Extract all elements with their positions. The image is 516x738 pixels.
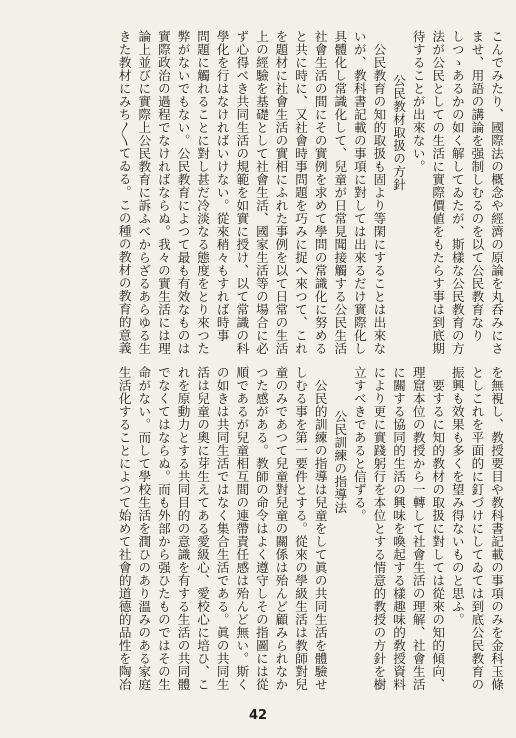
text-line: いが、教科書記載の事項に對しては出來るだけ實際化し xyxy=(351,30,367,355)
text-line: 振興も效果も多くを望み得ないものと思ふ。 xyxy=(449,366,465,626)
text-line: 問題に觸れることに對し甚だ冷淡なる態度をとり來つた xyxy=(195,30,211,355)
section-heading: 公民訓練の指導法 xyxy=(332,410,348,515)
text-line: を無視し、教授要目や教科書記載の事項のみを金科玉條 xyxy=(489,366,504,691)
text-line: 公民教育の知的取扱も固より等閑にすることは出來な xyxy=(371,42,387,355)
text-line: 生活化することによつて始めて社會的道德的品性を陶冶 xyxy=(116,366,132,691)
upper-text-block xyxy=(10,30,506,380)
text-line: 弊がないでもない。公民教育によつて最も有效なものは xyxy=(175,30,191,355)
text-line: 上の經驗を基礎として社會生活、國家生活等の場合に必 xyxy=(253,30,269,355)
text-line: しつゝあるかの如く解してゐたが、斯樣な公民教育の方 xyxy=(449,30,465,355)
text-line: 待することが出來ない。 xyxy=(410,30,426,173)
lower-text-block xyxy=(10,366,506,691)
text-line: を題材に社會生活の實相にふれた事例を以て日常の生活 xyxy=(273,30,289,355)
text-line: つた感がある。教師の命令はよく遵守しその指圖には從 xyxy=(253,366,269,691)
text-line: 要するに知的教材の取扱に對しては從來の知的傾向、 xyxy=(430,378,446,691)
text-line: でなくてはならぬ。而も外部から强ひたものではその生 xyxy=(155,366,171,691)
text-line: 論上並びに實際上公民教育に訴ふべからざるあらゆる生 xyxy=(136,30,152,355)
text-line: 立すべきであると信ずる。 xyxy=(351,366,367,522)
text-line: きた教材にみち〳〵てゐる。この種の教材の教育的意義 xyxy=(116,30,132,355)
text-line: と共に時に、又社會時事問題を巧みに捉へ來つて、これ xyxy=(293,30,309,355)
text-line: 實際政治の過程でなければならぬ。我々の實生活には理 xyxy=(155,30,171,355)
page-number: 42 xyxy=(248,708,268,723)
text-line: れを原動力とする共同目的の意識を有する生活の共同體 xyxy=(175,366,191,691)
section-heading: 公民教材取扱の方針 xyxy=(391,74,407,192)
text-line: 法が公民としての生活に實際價値をもたらす事は到底期 xyxy=(430,30,446,355)
text-line: 童のみであつて兒童對兒童の關係は殆んど顧みられなか xyxy=(273,366,289,691)
text-line: 具體化し常識化して、兒童が日常見聞接觸する公民生活 xyxy=(332,30,348,355)
text-line: ず心得べき共同生活の規範を如實に授け、以て常識の科 xyxy=(234,30,250,355)
text-line: しむる事を第一要件とする。從來の學級生活は教師對兒 xyxy=(293,366,309,691)
text-line: 公民的訓練の指導は兒童をして眞の共同生活を體驗せ xyxy=(312,378,328,691)
text-line: こんでみたり、國際法の概念や經濟の原論を丸呑みにさ xyxy=(489,30,504,355)
text-line: 理窟本位の教授から一轉して社會生活の理解、社會生活 xyxy=(410,366,426,691)
text-line: 學化を行はなければいけない。從來稍々もすれば時事 xyxy=(214,30,230,342)
text-line: の如きは共同生活ではなく集合生活である。眞の共同生 xyxy=(214,366,230,691)
text-line: としこれを平面的に釘づけにしてゐては到底公民教育の xyxy=(469,366,485,691)
text-line: 活は兒童の奧に芽生えてある愛級心、愛校心に培ひ、こ xyxy=(195,366,211,691)
text-line: 社會生活の間にその實例を求めて學問の常識化に努める xyxy=(312,30,328,355)
text-line: 順であるが兒童相互間の連帶責任感は殆んど無い。斯く xyxy=(234,366,250,691)
text-line: により更に實踐躬行を本位とする情意的教授の方針を樹 xyxy=(371,366,387,691)
text-line: に關する協同的生活の興味を喚起する樣趣味的敎授資料 xyxy=(391,366,407,691)
text-line: ませ、用語の講論を强制しむるのを以て公民教育なり xyxy=(469,30,485,342)
text-line: 命がない。而して學校生活を潤ひのあり溫みのある家庭 xyxy=(136,366,152,691)
